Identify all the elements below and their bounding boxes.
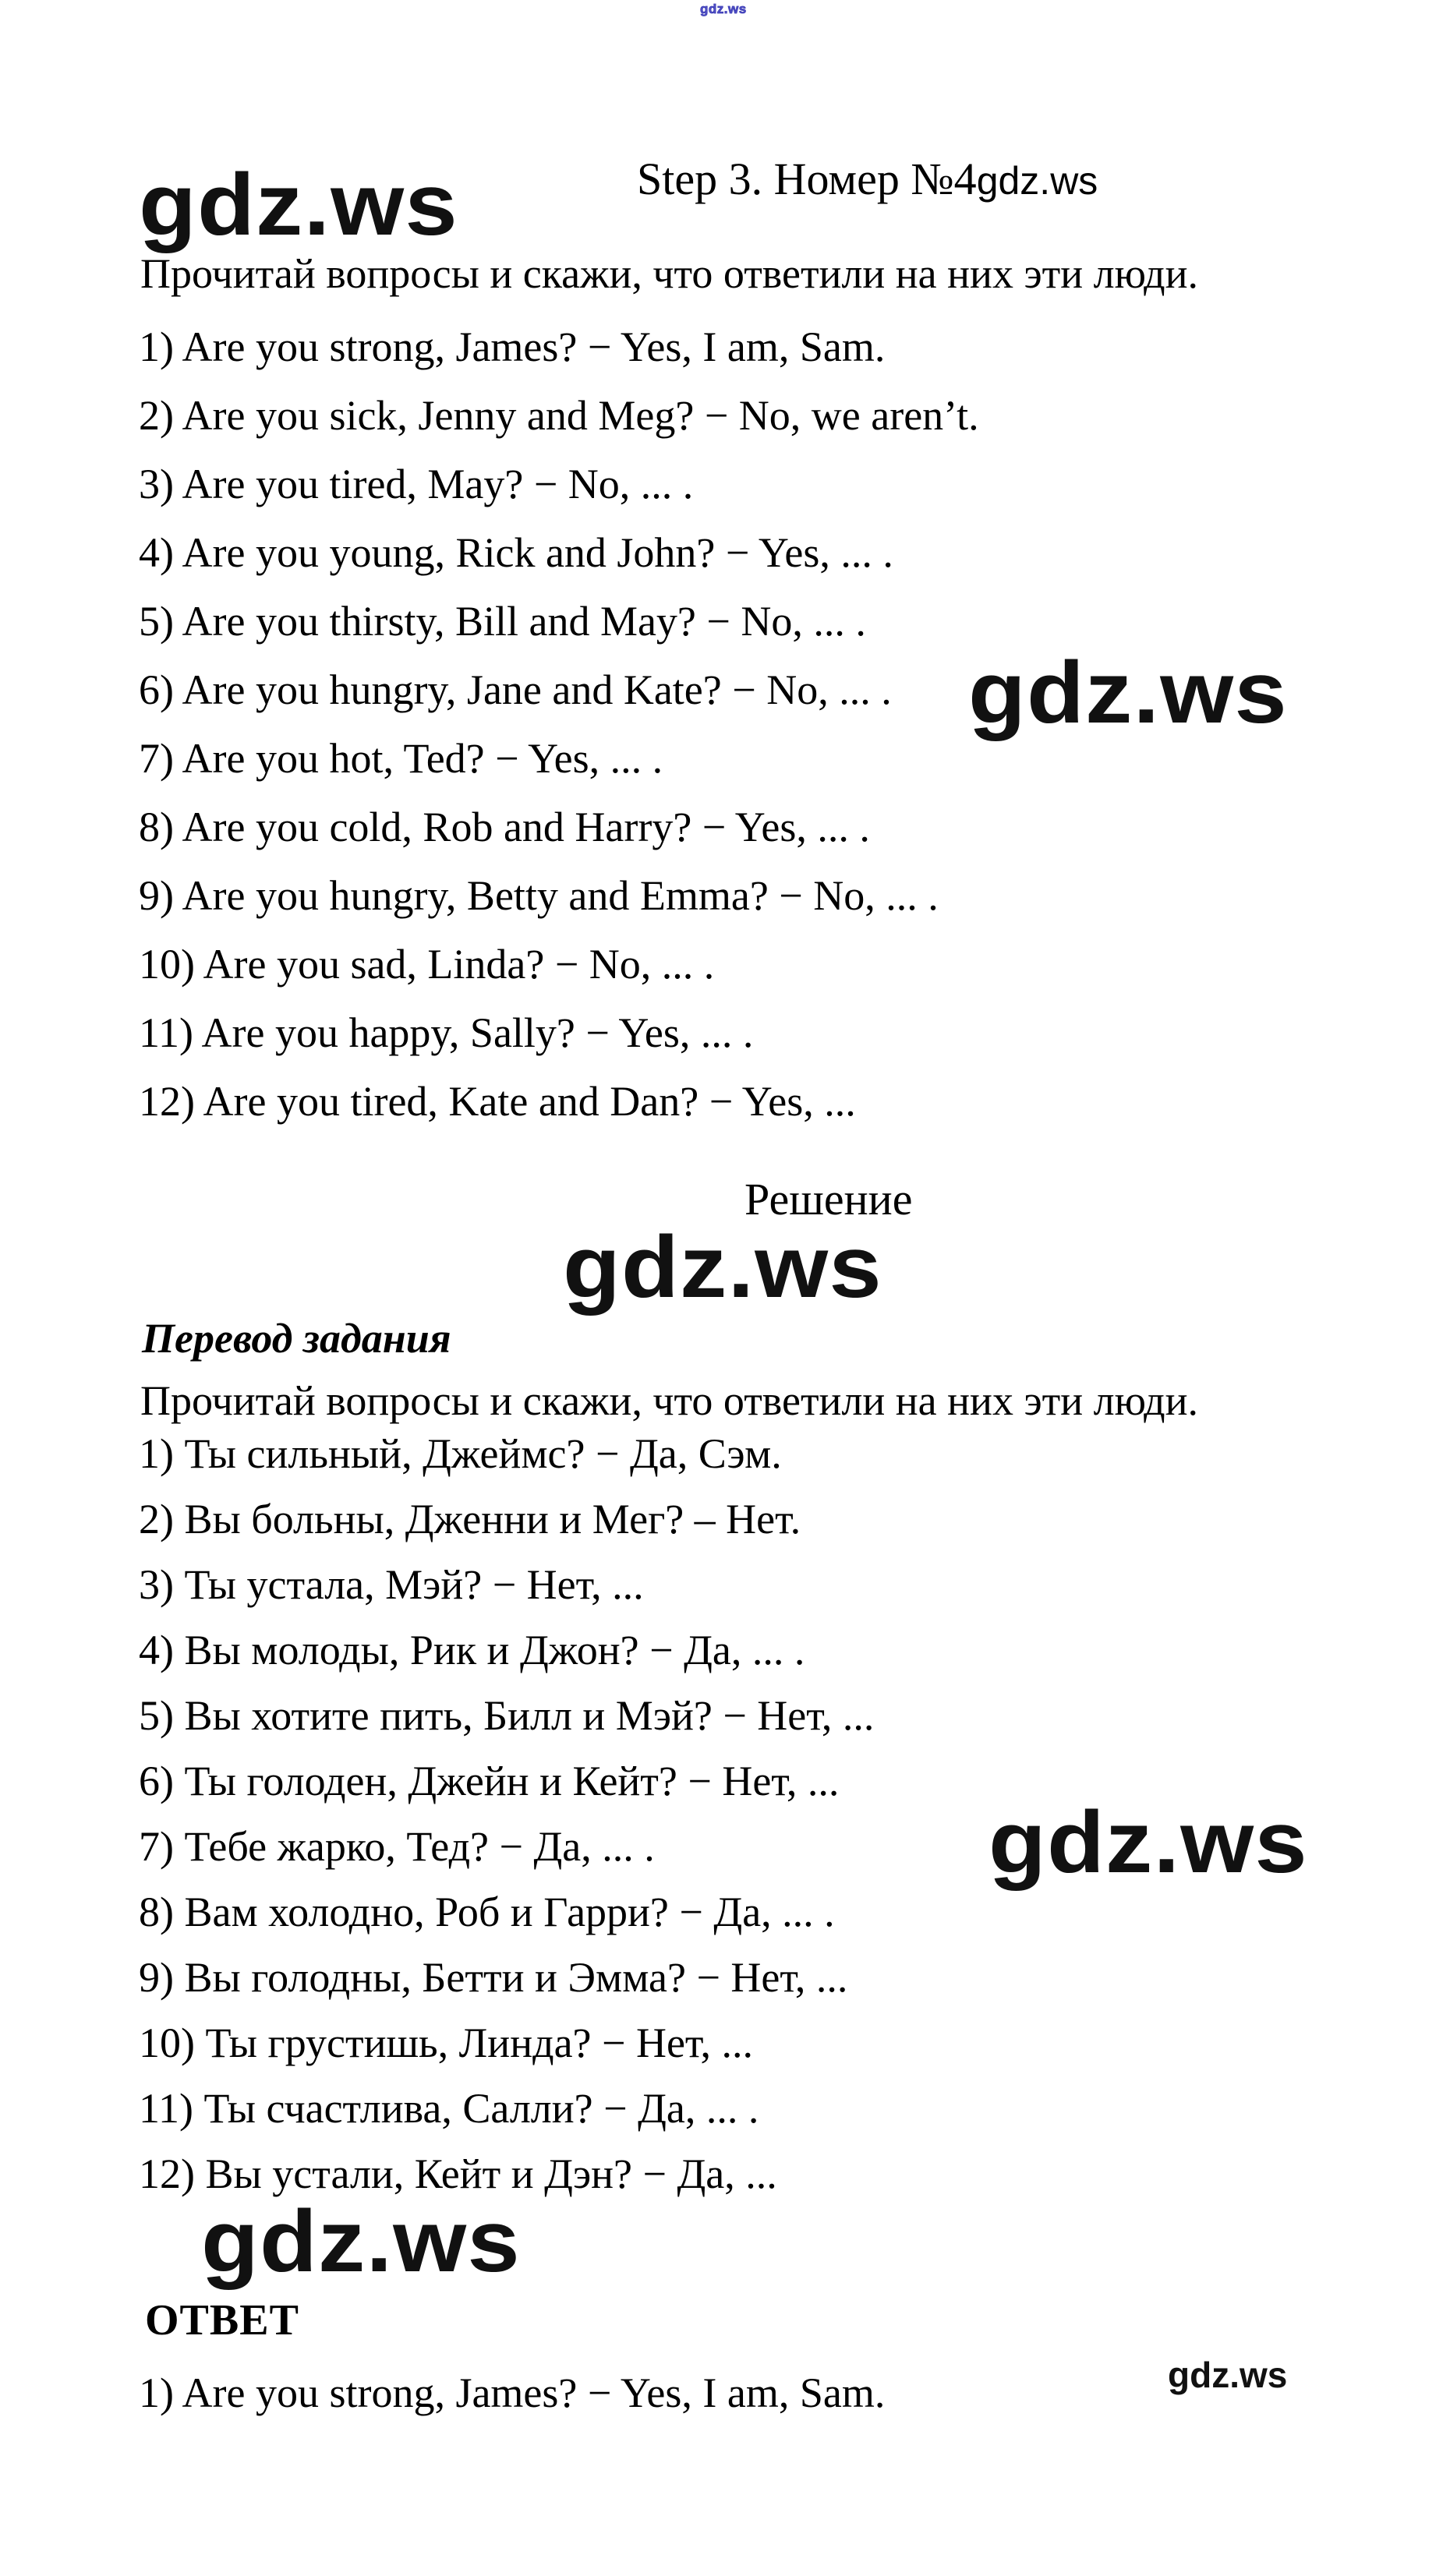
page-title-watermark-suffix: gdz.ws	[976, 159, 1098, 203]
translation-item: 12) Вы устали, Кейт и Дэн? − Да, ...	[139, 2150, 777, 2197]
task-item: 8) Are you cold, Rob and Harry? − Yes, ... .	[139, 804, 870, 850]
task-item: 4) Are you young, Rick and John? − Yes, ... .	[139, 529, 893, 576]
task-item: 11) Are you happy, Sally? − Yes, ... .	[139, 1009, 754, 1056]
site-watermark-large-2: gdz.ws	[968, 644, 1288, 741]
site-watermark-large-1: gdz.ws	[139, 156, 458, 253]
translation-item: 2) Вы больны, Дженни и Мег? – Нет.	[139, 1496, 801, 1542]
site-watermark-bottom: gdz.ws	[1168, 2355, 1288, 2395]
translation-item: 4) Вы молоды, Рик и Джон? − Да, ... .	[139, 1627, 805, 1673]
task-item: 7) Are you hot, Ted? − Yes, ... .	[139, 735, 663, 782]
task-item: 9) Are you hungry, Betty and Emma? − No, ... .	[139, 872, 939, 919]
task-intro: Прочитай вопросы и скажи, что ответили на них эти люди.	[140, 250, 1199, 297]
page-title: Step 3. Номер №4	[637, 154, 977, 204]
translation-heading: Перевод задания	[142, 1315, 451, 1362]
task-item: 3) Are you tired, May? − No, ... .	[139, 461, 694, 507]
task-item: 6) Are you hungry, Jane and Kate? − No, ... .	[139, 666, 892, 713]
site-watermark-large-4: gdz.ws	[988, 1793, 1308, 1891]
site-watermark-top: gdz.ws	[700, 2, 747, 16]
answer-list	[139, 2369, 885, 2416]
translation-item: 10) Ты грустишь, Линда? − Нет, ...	[139, 2019, 753, 2066]
answer-item: 1) Are you strong, James? − Yes, I am, Sam.	[139, 2369, 886, 2416]
translation-item: 3) Ты устала, Мэй? − Нет, ...	[139, 1561, 644, 1608]
task-item: 1) Are you strong, James? − Yes, I am, Sam.	[139, 323, 886, 370]
task-item: 5) Are you thirsty, Bill and May? − No, ... .	[139, 598, 866, 645]
translation-item: 7) Тебе жарко, Тед? − Да, ... .	[139, 1823, 655, 1870]
translation-intro: Прочитай вопросы и скажи, что ответили на них эти люди.	[140, 1377, 1199, 1424]
answer-heading: ОТВЕТ	[145, 2296, 299, 2345]
task-item: 2) Are you sick, Jenny and Meg? − No, we aren’t.	[139, 392, 979, 439]
translation-item: 8) Вам холодно, Роб и Гарри? − Да, ... .	[139, 1889, 835, 1935]
site-watermark-large-3: gdz.ws	[563, 1218, 882, 1316]
translation-item: 6) Ты голоден, Джейн и Кейт? − Нет, ...	[139, 1758, 840, 1804]
site-watermark-large-5: gdz.ws	[201, 2193, 521, 2290]
translation-list	[139, 1421, 874, 2207]
page-header	[637, 154, 1098, 204]
task-list	[139, 313, 979, 1136]
translation-item: 1) Ты сильный, Джеймс? − Да, Сэм.	[139, 1430, 782, 1477]
translation-item: 5) Вы хотите пить, Билл и Мэй? − Нет, ...	[139, 1692, 875, 1739]
translation-item: 11) Ты счастлива, Салли? − Да, ... .	[139, 2085, 759, 2132]
translation-item: 9) Вы голодны, Бетти и Эмма? − Нет, ...	[139, 1954, 848, 2001]
solution-heading: Решение	[744, 1174, 913, 1224]
task-item: 10) Are you sad, Linda? − No, ... .	[139, 941, 715, 988]
task-item: 12) Are you tired, Kate and Dan? − Yes, ...	[139, 1078, 856, 1125]
